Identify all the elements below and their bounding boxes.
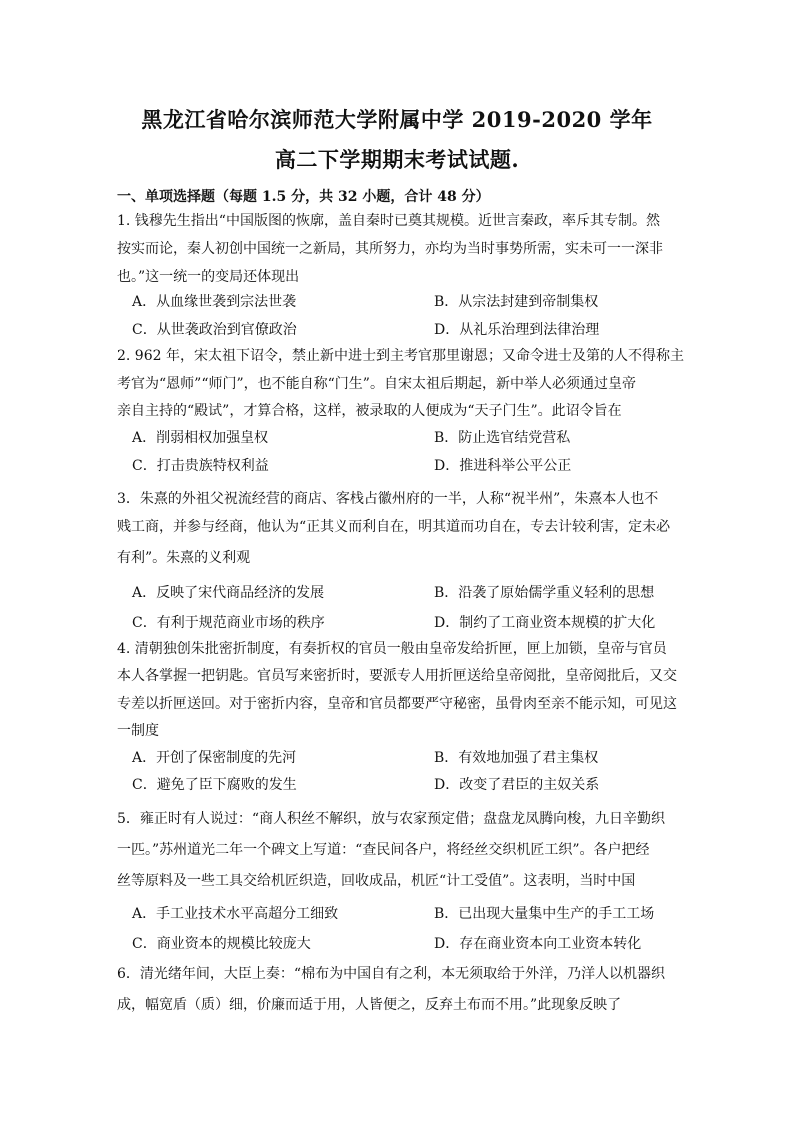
question-5-option-d: D．存在商业资本向工业资本转化 [434,936,642,952]
question-4-option-d: D．改变了君臣的主奴关系 [434,777,600,793]
document-title: 黑龙江省哈尔滨师范大学附属中学 2019-2020 学年 [141,107,653,132]
question-2-option-a: A．削弱相权加强皇权 [132,430,269,446]
question-2-line-1: 2. 962 年，宋太祖下诏令，禁止新中进士到主考官那里谢恩；又命令进士及第的人不得称主 [117,348,684,364]
question-4-option-b: B．有效地加强了君主集权 [434,750,599,766]
question-4-line-4: 一制度 [117,723,159,739]
question-2-line-2: 考官为“恩师”“师门”，也不能自称“门生”。自宋太祖后期起，新中举人必须通过皇帝 [117,376,636,392]
question-2-option-d: D．推进科举公平公正 [434,458,572,474]
question-3-line-3: 有利”。朱熹的义利观 [117,550,251,566]
document-subtitle: 高二下学期期末考试试题. [274,147,520,172]
question-3-option-b: B．沿袭了原始儒学重义轻利的思想 [434,585,655,601]
question-5-line-1: 5．雍正时有人说过：“商人积丝不解织，放与农家预定借；盘盘龙凤腾向梭，九日辛勤织 [117,811,666,827]
question-1-option-c: C．从世袭政治到官僚政治 [132,322,297,338]
question-6-line-1: 6．清光绪年间，大臣上奏：“棉布为中国自有之利，本无须取给于外洋，乃洋人以机器织 [117,966,666,982]
question-6-line-2: 成，幅宽盾（质）细，价廉而适于用，人皆便之，反弃土布而不用。”此现象反映了 [117,997,622,1013]
question-3-option-d: D．制约了工商业资本规模的扩大化 [434,615,656,631]
question-1-option-a: A．从血缘世袭到宗法世袭 [132,294,297,310]
question-1-option-d: D．从礼乐治理到法律治理 [434,322,600,338]
question-5-option-b: B．已出现大量集中生产的手工工场 [434,906,655,922]
question-5-line-3: 丝等原料及一些工具交给机匠织造，回收成品，机匠“计工受值”。这表明，当时中国 [117,873,636,889]
question-4-line-2: 本人各掌握一把钥匙。官员写来密折时，要派专人用折匣送给皇帝阅批，皇帝阅批后，又交 [117,668,677,684]
question-1-option-b: B．从宗法封建到帝制集权 [434,294,599,310]
question-1-line-1: 1. 钱穆先生指出“中国版图的恢廓，盖自秦时已奠其规模。近世言秦政，率斥其专制。然 [117,213,660,229]
question-2-option-c: C．打击贵族特权利益 [132,458,269,474]
question-4-option-c: C．避免了臣下腐败的发生 [132,777,297,793]
question-2-line-3: 亲自主持的“殿试”，才算合格，这样，被录取的人便成为“天子门生”。此诏令旨在 [117,403,622,419]
question-4-line-1: 4. 清朝独创朱批密折制度，有奏折权的官员一般由皇帝发给折匣，匣上加锁，皇帝与官员 [117,641,667,657]
question-5-line-2: 一匹。”苏州道光二年一个碑文上写道：“查民间各户，将经丝交织机匠工织”。各户把经 [117,842,650,858]
question-5-option-a: A．手工业技术水平高超分工细致 [132,906,339,922]
question-2-option-b: B．防止选官结党营私 [434,430,571,446]
question-3-line-1: 3．朱熹的外祖父祝流经营的商店、客栈占徽州府的一半，人称“祝半州”，朱熹本人也不 [117,491,659,507]
section-heading: 一、单项选择题（每题 1.5 分，共 32 小题，合计 48 分） [117,189,490,205]
question-4-option-a: A．开创了保密制度的先河 [132,750,297,766]
question-1-line-3: 也。”这一统一的变局还体现出 [117,269,300,285]
question-1-line-2: 按实而论，秦人初创中国统一之新局，其所努力，亦均为当时事势所需，实未可一一深非 [117,241,663,257]
question-3-option-c: C．有利于规范商业市场的秩序 [132,615,325,631]
question-5-option-c: C．商业资本的规模比较庞大 [132,936,311,952]
question-4-line-3: 专差以折匣送回。对于密折内容，皇帝和官员都要严守秘密，虽骨肉至亲不能示知，可见这 [117,696,677,712]
question-3-line-2: 贱工商，并参与经商，他认为“正其义而利自在，明其道而功自在，专去计较利害，定未必 [117,519,671,535]
question-3-option-a: A．反映了宋代商品经济的发展 [132,585,325,601]
